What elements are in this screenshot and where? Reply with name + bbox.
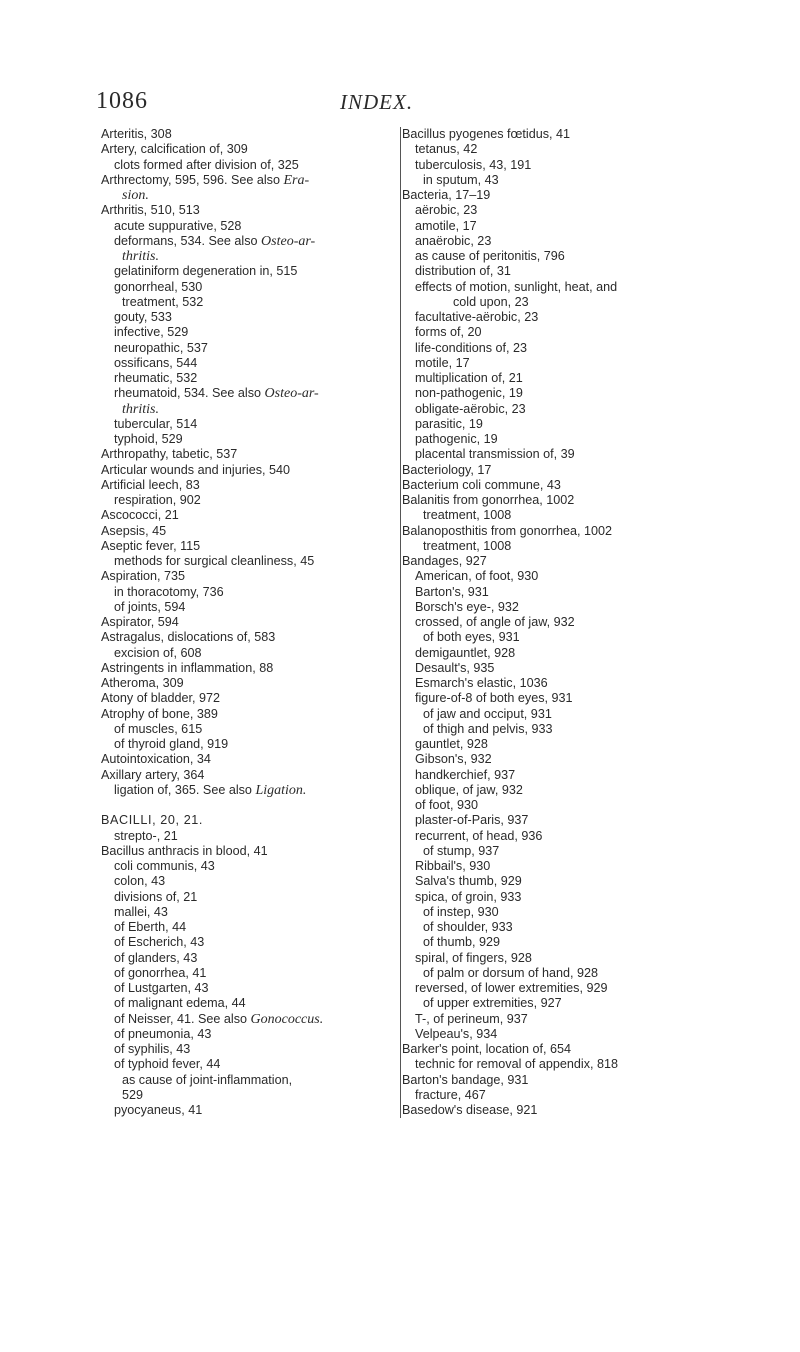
cross-reference: Ligation. — [255, 782, 307, 798]
entry-text: Asepsis, 45 — [101, 523, 167, 538]
index-entry — [401, 463, 731, 478]
index-subentry — [401, 722, 731, 737]
entry-text: pyocyaneus, 41 — [114, 1103, 203, 1117]
index-entry — [401, 493, 731, 508]
index-subentry — [100, 493, 390, 508]
index-entry — [401, 478, 731, 493]
index-subentry — [401, 935, 731, 950]
entry-text: gouty, 533 — [114, 310, 172, 324]
index-subentry — [401, 615, 731, 630]
index-entry — [100, 813, 390, 828]
index-subentry — [401, 1012, 731, 1027]
entry-text: of Lustgarten, 43 — [114, 981, 209, 995]
entry-text: Atrophy of bone, 389 — [101, 706, 218, 721]
entry-text: Autointoxication, 34 — [101, 752, 211, 767]
index-subentry — [100, 890, 390, 905]
entry-text: Bacillus pyogenes fœtidus, 41 — [402, 127, 571, 141]
entry-text: tuberculosis, 43, 191 — [415, 157, 532, 172]
entry-text: treatment, 1008 — [423, 538, 512, 553]
index-subentry — [401, 249, 731, 264]
index-subentry — [100, 356, 390, 371]
entry-text: demigauntlet, 928 — [415, 645, 516, 660]
cross-reference: Osteo-ar- — [261, 233, 316, 249]
entry-text: crossed, of angle of jaw, 932 — [415, 615, 575, 629]
cross-reference: thritis. — [122, 249, 159, 264]
index-entry — [401, 554, 731, 569]
index-subentry — [401, 264, 731, 279]
entry-text: of typhoid fever, 44 — [114, 1057, 221, 1072]
index-subentry — [100, 1103, 390, 1118]
entry-text: of foot, 930 — [415, 798, 479, 812]
index-subentry — [401, 752, 731, 767]
index-subentry — [401, 142, 731, 157]
entry-text: technic for removal of appendix, 818 — [415, 1057, 619, 1072]
index-entry — [100, 676, 390, 691]
entry-text: ossificans, 544 — [114, 355, 198, 370]
index-subentry — [100, 325, 390, 340]
index-entry — [100, 524, 390, 539]
index-entry — [100, 478, 390, 493]
index-entry — [100, 173, 390, 188]
entry-text: pathogenic, 19 — [415, 432, 498, 446]
entry-text: of pneumonia, 43 — [114, 1026, 212, 1041]
index-subentry — [100, 432, 390, 447]
index-subentry — [401, 905, 731, 920]
entry-text: as cause of peritonitis, 796 — [415, 249, 565, 263]
index-subentry — [401, 920, 731, 935]
index-entry — [100, 447, 390, 462]
entry-text: Arteritis, 308 — [101, 127, 172, 141]
entry-text: effects of motion, sunlight, heat, and — [415, 279, 618, 294]
entry-text: of stump, 937 — [423, 843, 500, 858]
entry-text: Bacillus anthracis in blood, 41 — [101, 843, 268, 858]
entry-text: amotile, 17 — [415, 218, 477, 233]
index-subentry — [401, 691, 731, 706]
entry-text: spica, of groin, 933 — [415, 889, 522, 904]
cross-reference: Era- — [283, 172, 310, 188]
entry-text: coli communis, 43 — [114, 859, 215, 873]
index-subentry — [100, 188, 390, 203]
entry-text: 529 — [122, 1087, 144, 1102]
entry-text: of muscles, 615 — [114, 721, 203, 736]
entry-text: spiral, of fingers, 928 — [415, 950, 532, 965]
entry-text: tubercular, 514 — [114, 416, 198, 431]
entry-text: Balanitis from gonorrhea, 1002 — [402, 493, 575, 507]
index-subentry — [401, 203, 731, 218]
index-subentry — [401, 508, 731, 523]
entry-text: of Escherich, 43 — [114, 935, 205, 950]
index-subentry — [100, 1057, 390, 1072]
index-subentry — [401, 1027, 731, 1042]
entry-text: reversed, of lower extremities, 929 — [415, 981, 608, 995]
index-subentry — [100, 600, 390, 615]
index-subentry — [401, 417, 731, 432]
entry-text: of instep, 930 — [423, 904, 499, 919]
entry-text: fracture, 467 — [415, 1087, 486, 1102]
cross-reference: Osteo-ar- — [264, 386, 319, 402]
entry-text: of syphilis, 43 — [114, 1042, 191, 1056]
entry-text: treatment, 1008 — [423, 508, 512, 523]
index-subentry — [401, 386, 731, 401]
entry-text: T-, of perineum, 937 — [415, 1011, 528, 1026]
entry-text: Astringents in inflammation, 88 — [101, 660, 274, 675]
entry-text: Barker's point, location of, 654 — [402, 1042, 572, 1056]
index-entry — [100, 569, 390, 584]
index-subentry — [100, 554, 390, 569]
entry-text: parasitic, 19 — [415, 416, 483, 431]
entry-text: oblique, of jaw, 932 — [415, 782, 523, 797]
entry-text: of Neisser, 41. See also — [114, 1011, 251, 1026]
index-subentry — [100, 234, 390, 249]
entry-text: of both eyes, 931 — [423, 630, 520, 645]
index-subentry — [401, 295, 731, 310]
entry-text: Bacterium coli commune, 43 — [402, 477, 561, 492]
index-subentry — [401, 158, 731, 173]
cross-reference: sion. — [122, 188, 149, 203]
index-subentry — [100, 1042, 390, 1057]
entry-text: rheumatic, 532 — [114, 371, 198, 385]
entry-text: distribution of, 31 — [415, 264, 511, 279]
index-entry — [100, 630, 390, 645]
index-entry — [100, 752, 390, 767]
index-entry — [100, 707, 390, 722]
entry-text: Articular wounds and injuries, 540 — [101, 462, 291, 477]
index-subentry — [100, 295, 390, 310]
entry-text: of palm or dorsum of hand, 928 — [423, 965, 599, 980]
index-subentry — [100, 874, 390, 889]
index-subentry — [100, 737, 390, 752]
entry-text: Desault's, 935 — [415, 660, 495, 675]
cross-reference: Gonococcus. — [250, 1011, 324, 1027]
index-subentry — [100, 402, 390, 417]
entry-text: methods for surgical cleanliness, 45 — [114, 554, 315, 568]
index-subentry — [401, 585, 731, 600]
index-subentry — [100, 264, 390, 279]
entry-text: American, of foot, 930 — [415, 569, 539, 584]
entry-text: obligate-aërobic, 23 — [415, 401, 526, 416]
index-subentry — [401, 447, 731, 462]
index-subentry — [401, 630, 731, 645]
entry-text: of malignant edema, 44 — [114, 996, 246, 1011]
index-subentry — [401, 569, 731, 584]
entry-text: of jaw and occiput, 931 — [423, 706, 552, 721]
entry-text: Esmarch's elastic, 1036 — [415, 676, 548, 690]
index-subentry — [401, 844, 731, 859]
entry-text: of thigh and pelvis, 933 — [423, 721, 553, 736]
index-subentry — [401, 600, 731, 615]
index-subentry — [100, 249, 390, 264]
entry-text: Aspiration, 735 — [101, 569, 186, 584]
entry-text: rheumatoid, 534. See also — [114, 386, 265, 401]
entry-text: excision of, 608 — [114, 645, 202, 660]
index-subentry — [401, 234, 731, 249]
entry-text: strepto-, 21 — [114, 828, 178, 843]
entry-text: placental transmission of, 39 — [415, 447, 575, 462]
index-subentry — [100, 935, 390, 950]
index-subentry — [100, 981, 390, 996]
index-subentry — [401, 402, 731, 417]
index-subentry — [100, 829, 390, 844]
entry-text: Artery, calcification of, 309 — [101, 142, 248, 157]
section-gap — [100, 798, 390, 813]
entry-text: anaërobic, 23 — [415, 233, 492, 248]
index-subentry — [401, 539, 731, 554]
index-entry — [100, 691, 390, 706]
index-subentry — [100, 158, 390, 173]
index-subentry — [401, 737, 731, 752]
entry-text: recurrent, of head, 936 — [415, 828, 543, 843]
index-subentry — [401, 813, 731, 828]
entry-text: Borsch's eye-, 932 — [415, 599, 519, 614]
entry-text: Barton's, 931 — [415, 584, 489, 599]
entry-text: clots formed after division of, 325 — [114, 157, 299, 172]
entry-text: mallei, 43 — [114, 904, 168, 919]
index-entry — [100, 768, 390, 783]
index-subentry — [100, 1012, 390, 1027]
index-column-left — [100, 127, 390, 1118]
entry-text: cold upon, 23 — [453, 294, 529, 309]
index-subentry — [401, 981, 731, 996]
index-subentry — [401, 432, 731, 447]
index-subentry — [100, 310, 390, 325]
index-subentry — [401, 661, 731, 676]
entry-text: Atheroma, 309 — [101, 676, 184, 690]
index-entry — [100, 615, 390, 630]
index-subentry — [100, 1073, 390, 1088]
index-subentry — [100, 280, 390, 295]
index-subentry — [401, 859, 731, 874]
index-subentry — [401, 280, 731, 295]
index-subentry — [100, 920, 390, 935]
entry-text: Axillary artery, 364 — [101, 767, 205, 782]
index-entry — [401, 1073, 731, 1088]
entry-text: facultative-aërobic, 23 — [415, 310, 539, 324]
entry-text: multiplication of, 21 — [415, 371, 523, 385]
index-subentry — [100, 951, 390, 966]
index-subentry — [100, 585, 390, 600]
entry-text: Bandages, 927 — [402, 554, 487, 568]
entry-text: Artificial leech, 83 — [101, 477, 200, 492]
index-entry — [100, 508, 390, 523]
index-subentry — [100, 417, 390, 432]
index-entry — [100, 661, 390, 676]
index-subentry — [401, 798, 731, 813]
index-subentry — [401, 371, 731, 386]
index-subentry — [401, 219, 731, 234]
entry-text: acute suppurative, 528 — [114, 218, 242, 233]
index-subentry — [401, 874, 731, 889]
entry-text: plaster-of-Paris, 937 — [415, 813, 529, 828]
entry-text: of Eberth, 44 — [114, 920, 187, 934]
index-entry — [401, 1042, 731, 1057]
index-subentry — [401, 951, 731, 966]
page-header — [96, 88, 436, 118]
cross-reference: thritis. — [122, 401, 159, 417]
entry-text: of glanders, 43 — [114, 950, 198, 965]
index-subentry — [401, 341, 731, 356]
index-subentry — [100, 341, 390, 356]
index-entry — [100, 844, 390, 859]
entry-text: gonorrheal, 530 — [114, 279, 203, 294]
entry-text: motile, 17 — [415, 355, 470, 370]
entry-text: of upper extremities, 927 — [423, 996, 562, 1011]
entry-text: non-pathogenic, 19 — [415, 386, 523, 401]
entry-text: in thoracotomy, 736 — [114, 584, 224, 599]
entry-text: forms of, 20 — [415, 325, 482, 340]
index-entry — [100, 127, 390, 142]
index-subentry — [100, 783, 390, 798]
entry-text: in sputum, 43 — [423, 172, 499, 187]
entry-text: neuropathic, 537 — [114, 340, 208, 355]
page-number: 1086 — [96, 88, 148, 114]
index-subentry — [401, 646, 731, 661]
entry-text: life-conditions of, 23 — [415, 340, 528, 355]
index-entry — [401, 1103, 731, 1118]
entry-text: Astragalus, dislocations of, 583 — [101, 630, 276, 645]
index-subentry — [100, 905, 390, 920]
index-subentry — [100, 371, 390, 386]
entry-text: Aseptic fever, 115 — [101, 538, 201, 553]
index-subentry — [401, 676, 731, 691]
entry-text: BACILLI, 20, 21. — [101, 813, 204, 828]
entry-text: Atony of bladder, 972 — [101, 691, 221, 706]
entry-text: of shoulder, 933 — [423, 920, 513, 934]
index-subentry — [401, 829, 731, 844]
entry-text: of gonorrhea, 41 — [114, 965, 207, 980]
entry-text: of thumb, 929 — [423, 935, 501, 950]
index-subentry — [401, 707, 731, 722]
entry-text: Salva's thumb, 929 — [415, 874, 522, 889]
entry-text: Gibson's, 932 — [415, 752, 492, 767]
index-subentry — [100, 996, 390, 1011]
entry-text: Bacteriology, 17 — [402, 462, 492, 477]
entry-text: aërobic, 23 — [415, 203, 478, 218]
entry-text: as cause of joint-inflammation, — [122, 1072, 293, 1087]
entry-text: Barton's bandage, 931 — [402, 1072, 529, 1087]
index-entry — [401, 524, 731, 539]
index-subentry — [401, 1088, 731, 1103]
entry-text: Ascococci, 21 — [101, 508, 179, 523]
index-subentry — [100, 1027, 390, 1042]
entry-text: Arthritis, 510, 513 — [101, 203, 200, 218]
entry-text: Basedow's disease, 921 — [402, 1103, 538, 1117]
entry-text: respiration, 902 — [114, 493, 201, 507]
entry-text: treatment, 532 — [122, 294, 204, 309]
index-subentry — [100, 646, 390, 661]
index-entry — [100, 463, 390, 478]
entry-text: of joints, 594 — [114, 599, 186, 614]
entry-text: infective, 529 — [114, 325, 189, 340]
index-subentry — [100, 219, 390, 234]
index-subentry — [401, 356, 731, 371]
entry-text: Balanoposthitis from gonorrhea, 1002 — [402, 523, 613, 538]
entry-text: typhoid, 529 — [114, 432, 183, 446]
entry-text: divisions of, 21 — [114, 889, 198, 904]
index-subentry — [100, 966, 390, 981]
index-subentry — [100, 722, 390, 737]
entry-text: Arthropathy, tabetic, 537 — [101, 447, 238, 462]
entry-text: Bacteria, 17–19 — [402, 188, 491, 202]
index-subentry — [401, 310, 731, 325]
entry-text: Velpeau's, 934 — [415, 1026, 498, 1041]
index-entry — [401, 188, 731, 203]
index-subentry — [100, 1088, 390, 1103]
entry-text: Arthrectomy, 595, 596. See also — [101, 172, 284, 187]
index-subentry — [100, 386, 390, 401]
entry-text: deformans, 534. See also — [114, 233, 262, 248]
index-subentry — [401, 996, 731, 1011]
index-subentry — [401, 966, 731, 981]
index-subentry — [401, 768, 731, 783]
index-subentry — [401, 173, 731, 188]
entry-text: Ribbail's, 930 — [415, 859, 491, 873]
entry-text: ligation of, 365. See also — [114, 782, 256, 797]
index-entry — [100, 203, 390, 218]
index-subentry — [401, 783, 731, 798]
entry-text: colon, 43 — [114, 874, 166, 889]
index-subentry — [401, 890, 731, 905]
index-entry — [100, 142, 390, 157]
entry-text: of thyroid gland, 919 — [114, 737, 229, 751]
index-entry — [100, 539, 390, 554]
entry-text: tetanus, 42 — [415, 142, 478, 157]
index-subentry — [100, 859, 390, 874]
running-head: INDEX. — [340, 90, 414, 114]
entry-text: gauntlet, 928 — [415, 737, 488, 751]
entry-text: gelatiniform degeneration in, 515 — [114, 264, 298, 279]
index-entry — [401, 127, 731, 142]
entry-text: Aspirator, 594 — [101, 615, 179, 629]
entry-text: handkerchief, 937 — [415, 767, 516, 782]
index-column-right — [400, 127, 731, 1118]
index-subentry — [401, 1057, 731, 1072]
index-subentry — [401, 325, 731, 340]
entry-text: figure-of-8 of both eyes, 931 — [415, 691, 573, 706]
